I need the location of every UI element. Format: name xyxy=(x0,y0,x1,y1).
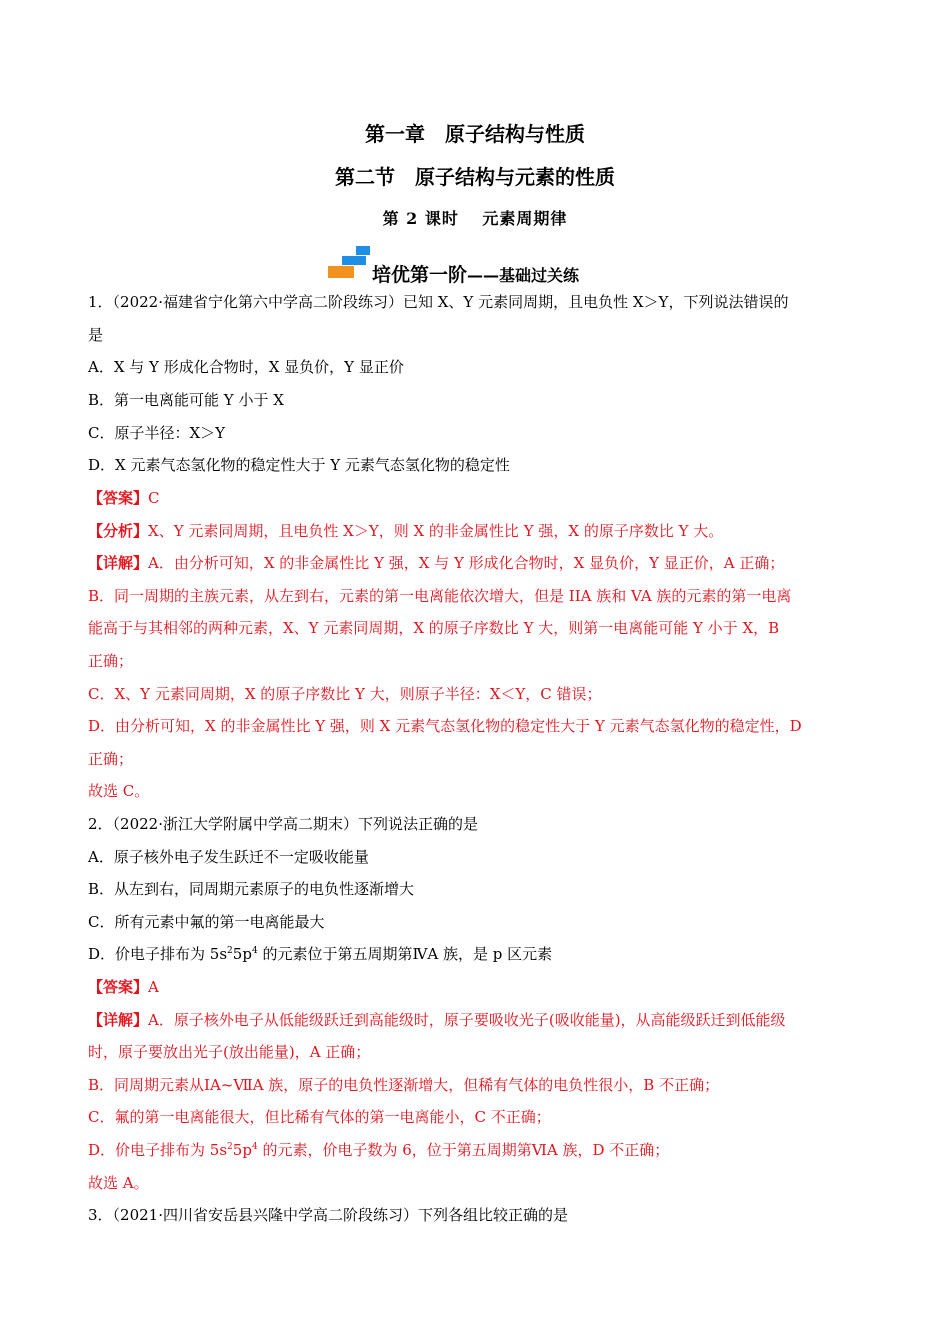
q1-option-c: C．原子半径：X＞Y xyxy=(88,424,226,442)
q2-detail-d-suffix: 的元素，价电子数为 6，位于第五周期第ⅥA 族，D 不正确； xyxy=(257,1141,670,1159)
answer-value: A xyxy=(148,978,159,996)
q1-detail-line5: C．X、Y 元素同周期，X 的原子序数比 Y 大，则原子半径：X＜Y，C 错误； xyxy=(88,685,602,703)
q3-stem: 3．（2021·四川省安岳县兴隆中学高二阶段练习）下列各组比较正确的是 xyxy=(88,1206,568,1224)
section-title: 第二节 原子结构与元素的性质 xyxy=(335,165,615,189)
stairs-blocks-icon xyxy=(328,246,372,280)
q1-stem-line1: 1．（2022·福建省宁化第六中学高二阶段练习）已知 X、Y 元素同周期，且电负性 X＞Y，下列说法错误的 xyxy=(88,293,789,311)
q2-detail-line1 xyxy=(88,1010,868,1030)
q2-detail-line2: 时，原子要放出光子(放出能量)，A 正确； xyxy=(88,1043,371,1061)
banner-title xyxy=(372,260,579,287)
q1-stem-line2: 是 xyxy=(88,326,104,344)
chapter-title: 第一章 原子结构与性质 xyxy=(365,122,585,146)
q2-option-b: B．从左到右，同周期元素原子的电负性逐渐增大 xyxy=(88,880,415,898)
detail-text: A．由分析可知，X 的非金属性比 Y 强，X 与 Y 形成化合物时，X 显负价，Y 显正价，A 正确； xyxy=(148,554,785,572)
q2-conclusion: 故选 A。 xyxy=(88,1174,149,1192)
analysis-text: X、Y 元素同周期，且电负性 X＞Y，则 X 的非金属性比 Y 强，X 的原子序数比 Y 大。 xyxy=(148,522,724,540)
q2-option-a: A．原子核外电子发生跃迁不一定吸收能量 xyxy=(88,848,369,866)
q2-option-d-mid: 5p xyxy=(232,945,252,963)
q2-option-d-sup2: 4 xyxy=(251,946,258,956)
answer-tag: 【答案】 xyxy=(88,978,149,996)
q2-detail-line3: B．同周期元素从ⅠA~ⅦA 族，原子的电负性逐渐增大，但稀有气体的电负性很小，B 不正确； xyxy=(88,1076,720,1094)
q2-detail-line4: C．氟的第一电离能很大，但比稀有气体的第一电离能小，C 不正确； xyxy=(88,1108,551,1126)
q2-option-d-sup1: 2 xyxy=(227,946,233,956)
q2-option-c: C．所有元素中氟的第一电离能最大 xyxy=(88,913,325,931)
q1-detail-line1 xyxy=(88,553,868,573)
q1-option-b: B．第一电离能可能 Y 小于 X xyxy=(88,391,284,409)
lesson-title: 第 2 课时 元素周期律 xyxy=(382,209,568,228)
q2-detail-d-prefix: D．价电子排布为 5s xyxy=(88,1141,228,1159)
q2-stem: 2．（2022·浙江大学附属中学高二期末）下列说法正确的是 xyxy=(88,815,478,833)
banner-title-main: 培优第一阶 xyxy=(372,264,468,286)
q2-detail-d-mid: 5p xyxy=(232,1141,252,1159)
q1-analysis xyxy=(88,521,868,541)
q1-detail-line6: D．由分析可知，X 的非金属性比 Y 强，则 X 元素气态氢化物的稳定性大于 Y 元素气态氢化物的稳定性，D xyxy=(88,717,802,735)
q1-answer xyxy=(88,488,868,508)
q2-detail-line5 xyxy=(88,1140,868,1160)
q2-option-d-suffix: 的元素位于第五周期第ⅣA 族，是 p 区元素 xyxy=(257,945,553,963)
q1-option-d: D．X 元素气态氢化物的稳定性大于 Y 元素气态氢化物的稳定性 xyxy=(88,456,510,474)
q2-option-d xyxy=(88,944,868,964)
q1-detail-line7: 正确； xyxy=(88,750,134,768)
q1-detail-line4: 正确； xyxy=(88,652,134,670)
analysis-tag: 【分析】 xyxy=(88,522,149,540)
q1-option-a: A．X 与 Y 形成化合物时，X 显负价，Y 显正价 xyxy=(88,358,404,376)
level-banner xyxy=(0,246,950,286)
q2-answer xyxy=(88,977,868,997)
q1-conclusion: 故选 C。 xyxy=(88,782,150,800)
q2-option-d-prefix: D．价电子排布为 5s xyxy=(88,945,228,963)
q1-detail-line2: B．同一周期的主族元素，从左到右，元素的第一电离能依次增大，但是 IIA 族和 VA 族的元素的第一电离 xyxy=(88,587,792,605)
detail-tag: 【详解】 xyxy=(88,1011,149,1029)
q1-detail-line3: 能高于与其相邻的两种元素，X、Y 元素同周期，X 的原子序数比 Y 大，则第一电离能可能 Y 小于 X，B xyxy=(88,619,780,637)
answer-value: C xyxy=(148,489,160,507)
q2-detail-d-sup2: 4 xyxy=(251,1142,258,1152)
q2-detail-d-sup1: 2 xyxy=(227,1142,233,1152)
detail-text: A．原子核外电子从低能级跃迁到高能级时，原子要吸收光子(吸收能量)，从高能级跃迁到低能级 xyxy=(148,1011,786,1029)
answer-tag: 【答案】 xyxy=(88,489,149,507)
detail-tag: 【详解】 xyxy=(88,554,149,572)
banner-subtitle: ——基础过关练 xyxy=(467,266,580,285)
